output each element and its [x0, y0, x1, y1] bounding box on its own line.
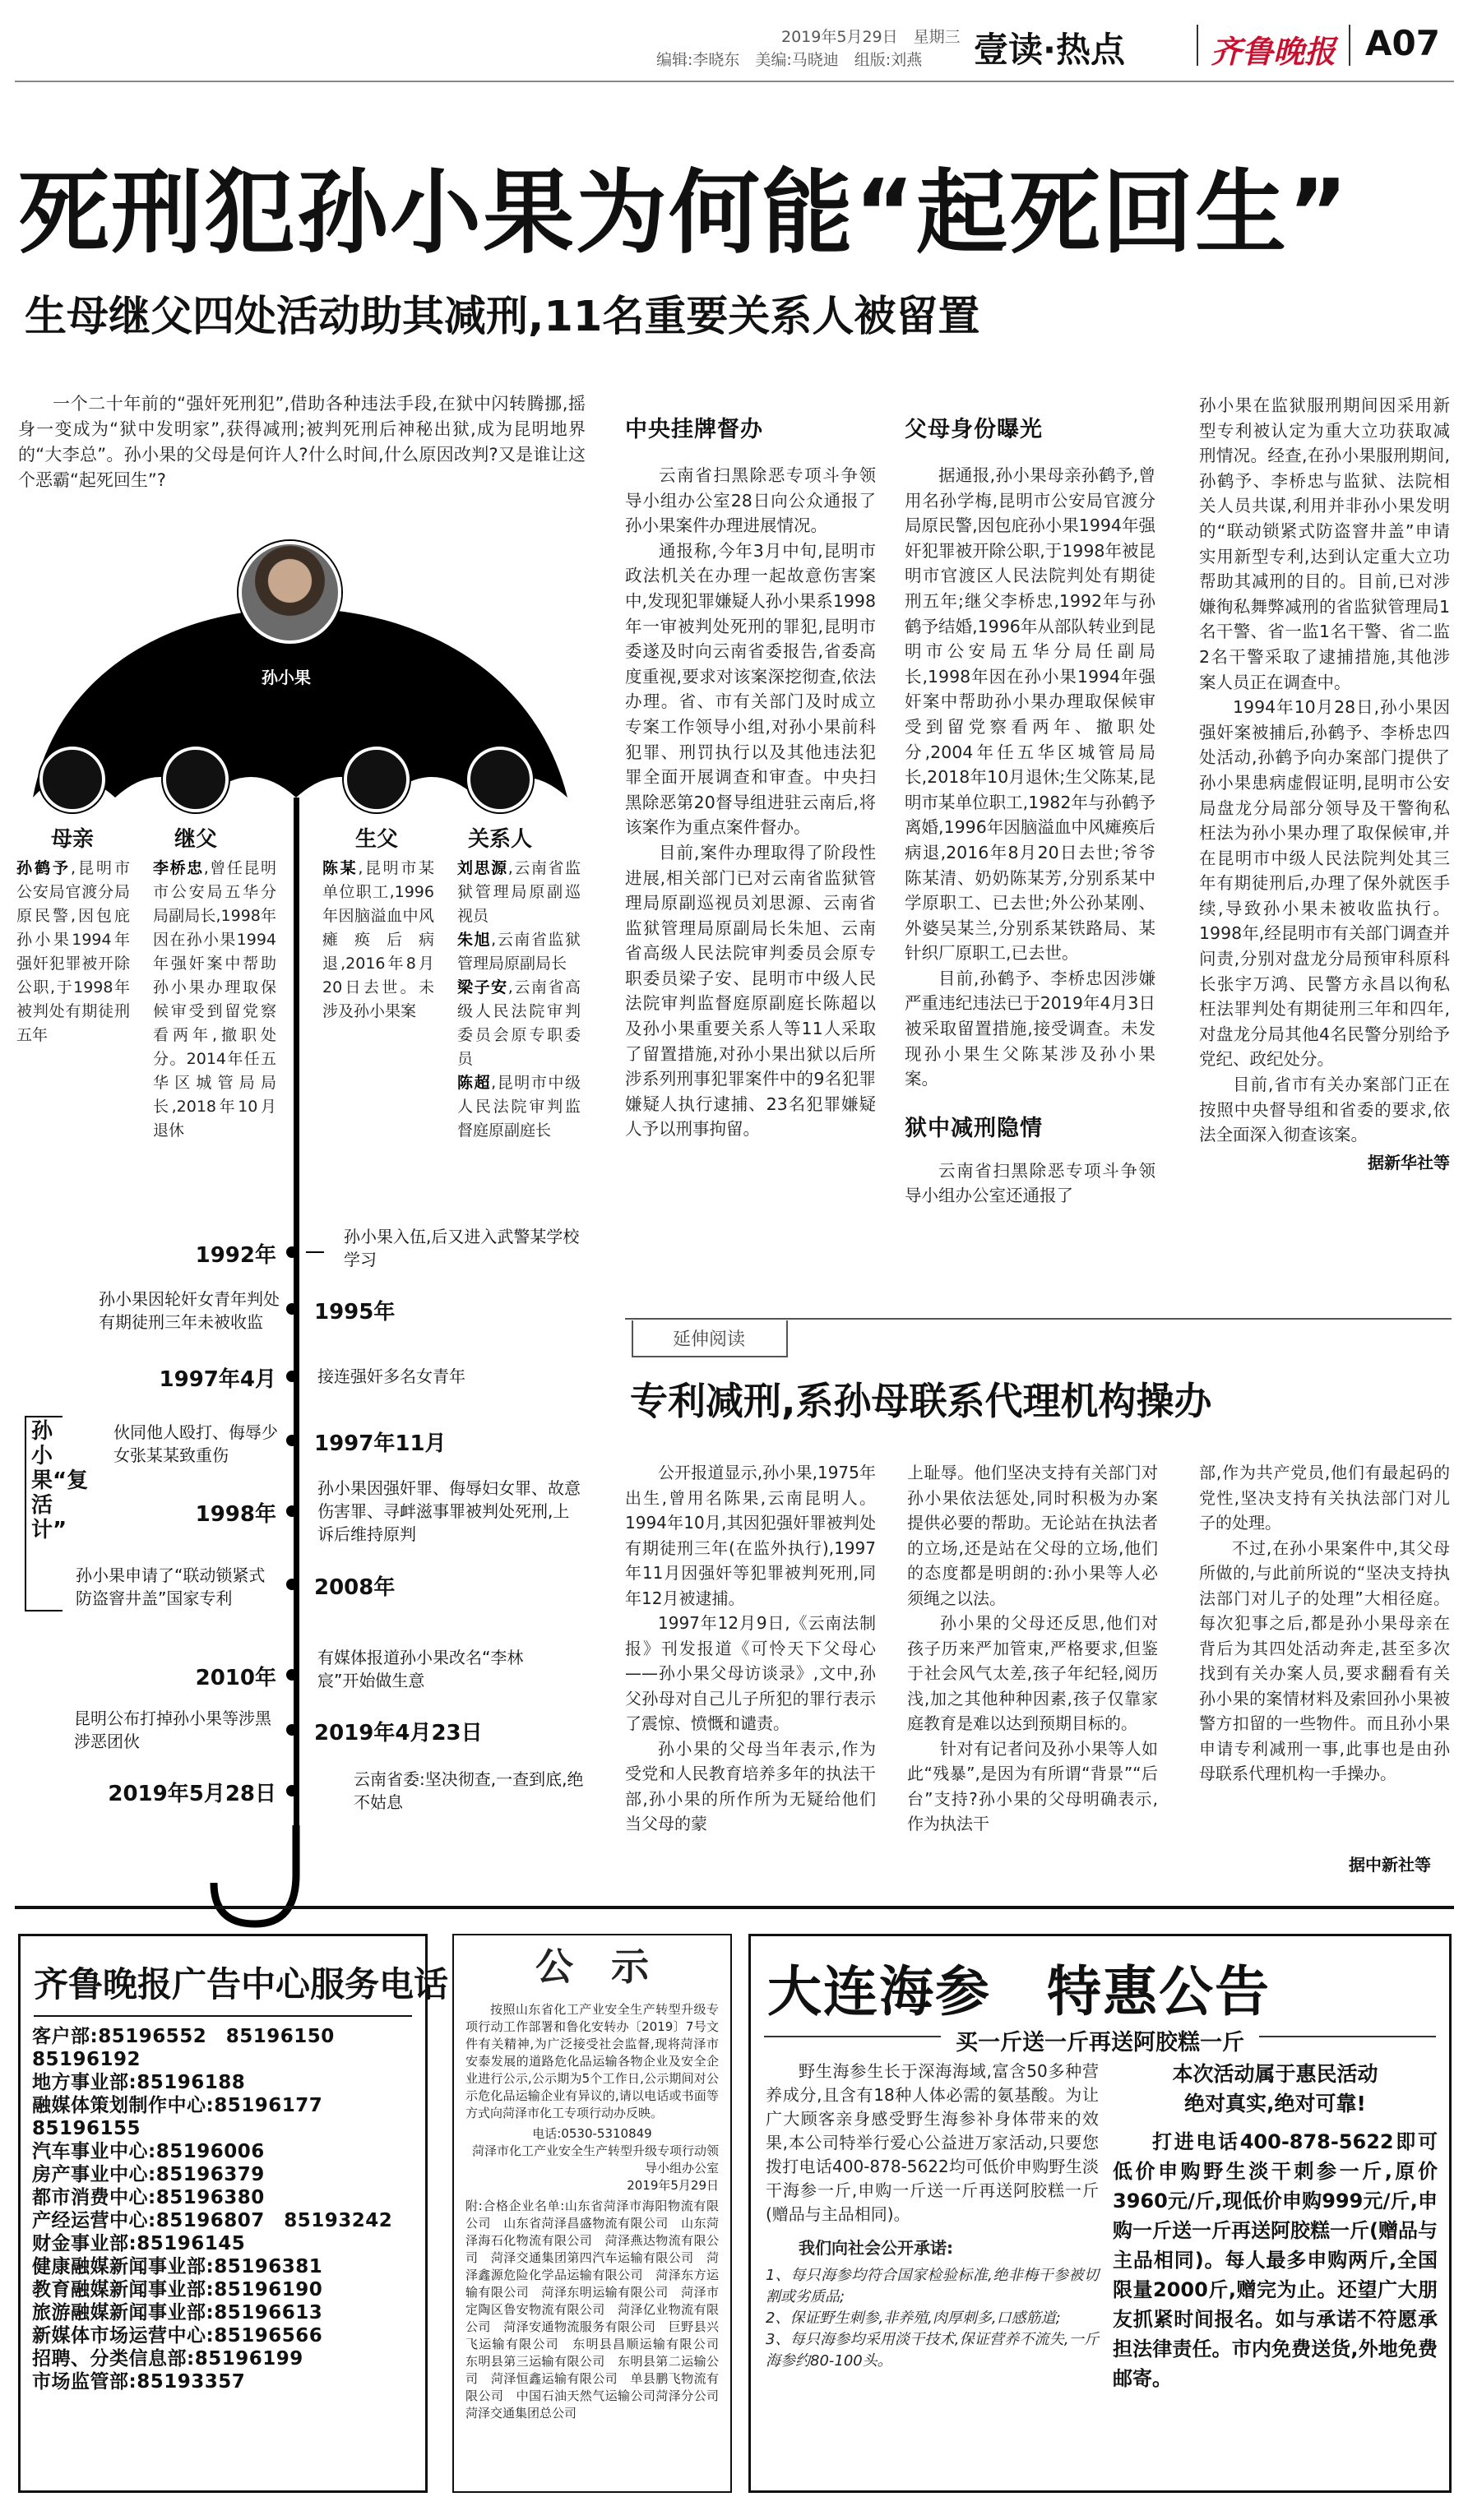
col1-body: 云南省扫黑除恶专项斗争领导小组办公室28日向公众通报了孙小果案件办理进展情况。 通报称,今年3月中旬,昆明市政法机关在办理一起故意伤害案中,发现犯罪嫌疑人孙小果系1998年一审被判处死刑的罪犯,昆明市委遂及时向云南省委报告,省委高度重视,要求对该案深挖彻查,依法办理。省、市有关部门及时成立专案工作领导小组,对孙小果前科犯罪、刑罚执行以及其他违法犯罪全面开展调查和审查。中央扫黑除恶第20督导组进驻云南后,将该案作为重点案件督办。 目前,案件办理取得了阶段性进展,相关部门已对云南省监狱管理局原副巡视员刘思源、云南省监狱管理局原副局长朱旭、云南省高级人民法院审判委员会原专职委员梁子安、昆明市中级人民法院审判监督庭原副庭长陈超以及孙小果重要关系人等11人采取了留置措施,对孙小果出狱以后所涉系列刑事犯罪案件中的9名犯罪嫌疑人执行逮捕、23名犯罪嫌疑人予以刑事拘留。 [625, 465, 876, 1140]
timeline-year: 1997年4月 [159, 1367, 276, 1392]
label-stepfather: 继父 [174, 827, 217, 852]
ext-source: 据中新社等 [1349, 1855, 1431, 1875]
timeline-event: 孙小果因强奸罪、侮辱妇女罪、故意伤害罪、寻衅滋事罪被判处死刑,上诉后维持原判 [317, 1478, 581, 1544]
timeline-dot [286, 1669, 298, 1681]
page-number: A07 [1365, 23, 1440, 63]
timeline-event: 伙同他人殴打、侮辱少女张某某致重伤 [113, 1422, 278, 1465]
ad-sc-right: 本次活动属于惠民活动 绝对真实,绝对可靠! 打进电话400-878-5622即可低价申购野生淡干刺参一斤,原价3960元/斤,现低价申购999元/斤,申购一斤送一斤再送阿胶糕一斤(赠品与主品相同)。每人最多申购两斤,全国限量2000斤,赠完为止。还望广大朋友抓紧时间报名。如与承诺不符愿承担法律责任。市内免费送货,外地免费邮寄。 [1113, 2062, 1438, 2390]
timeline-year: 1992年 [195, 1243, 276, 1268]
extended-title: 专利减刑,系孙母联系代理机构操办 [630, 1379, 1212, 1423]
stepfather-desc: 李桥忠,曾任昆明市公安局五华分局副局长,1998年因在孙小果1994年强奸案中帮助孙小果办理取保候审受到留党察看两年,撤职处分。2014年任五华区城管局局长,2018年10月退休 [153, 859, 276, 1140]
timeline-year: 2019年4月23日 [314, 1721, 483, 1746]
timeline-year: 1997年11月 [314, 1431, 447, 1456]
ext-col2: 上耻辱。他们坚决支持有关部门对孙小果依法惩处,同时积极为办案提供必要的帮助。无论站在执法者的立场,还是站在父母的立场,他们的态度都是明朗的:孙小果等人必须绳之以法。 孙小果的父母还反思,他们对孩子历来严加管束,严格要求,但鉴于社会风气太差,孩子年纪轻,阅历浅,加之其他种种因素,孩子仅靠家庭教育是难以达到预期目标的。 针对有记者问及孙小果等人如此“残暴”,是因为有所谓“背景”“后台”支持?孙小果的父母明确表示,作为执法干 [907, 1463, 1158, 1833]
header-divider-2 [1349, 25, 1350, 66]
notice-org: 菏泽市化工产业安全生产转型升级专项行动领导小组办公室 [471, 2143, 719, 2176]
timeline-event: 接连强奸多名女青年 [317, 1366, 465, 1386]
col1 [625, 411, 876, 1142]
col2-heading: 父母身份曝光 [905, 417, 1043, 442]
timeline-event: 孙小果因轮奸女青年判处有期徒刑三年未被收监 [99, 1289, 280, 1332]
father-desc: 陈某,昆明市某单位职工,1996年因脑溢血中风瘫痪后病退,2016年8月20日去世。未涉及孙小果案 [322, 859, 434, 1020]
father-avatar [344, 747, 410, 812]
notice-title: 公 示 [535, 1944, 649, 1989]
brand-logo: 齐鲁晚报 [1211, 33, 1336, 70]
header-date: 2019年5月29日 星期三 [781, 28, 961, 46]
timeline-year: 1998年 [195, 1502, 276, 1527]
extended-rule [625, 1318, 1452, 1320]
timeline-side-bracket [25, 1416, 89, 1611]
timeline-tick [306, 1251, 324, 1253]
ad-seacucumber-box [748, 1934, 1452, 2493]
timeline-dot [286, 1435, 298, 1446]
timeline-dot [286, 1303, 298, 1315]
timeline-event: 云南省委:坚决彻查,一查到底,绝不姑息 [354, 1769, 584, 1812]
relations-desc: 刘思源,云南省监狱管理局原副巡视员 朱旭,云南省监狱管理局原副局长 梁子安,云南省高级人民法院审判委员会原专职委员 陈超,昆明市中级人民法院审判监督庭原副庭长 [457, 859, 581, 1140]
ads-top-rule [15, 1906, 1454, 1909]
ad-sc-left: 野生海参生长于深海海域,富含50多种营养成分,且含有18种人体必需的氨基酸。为让广大顾客亲身感受野生海参补身体带来的效果,本公司特举行爱心公益进万家活动,只要您拨打电话400-878-5622均可低价申购野生淡干海参一斤,申购一斤送一斤再送阿胶糕一斤(赠品与主品相同)。 我们向社会公开承诺: 1、每只海参均符合国家检验标准,绝非梅干参被切割或劣质品; 2、保证野生刺参,非养殖,肉厚刺多,口感筋道; 3、每只海参均采用淡干技术,保证营养不流失,一斤海参约80-100头。 [766, 2061, 1099, 2370]
ext-col1: 公开报道显示,孙小果,1975年出生,曾用名陈果,云南昆明人。1994年10月,其因犯强奸罪被判处有期徒刑三年(在监外执行),1997年11月因强奸等犯罪被判死刑,同年12月被逮捕。 1997年12月9日,《云南法制报》刊发报道《可怜天下父母心——孙小果父母访谈录》,文中,孙父孙母对自己儿子所犯的罪行表示了震惊、愤慨和谴责。 孙小果的父母当年表示,作为受党和人民教育培养多年的执法干部,孙小果的所作所为无疑给他们当父母的蒙 [625, 1463, 876, 1833]
notice-contact: 电话:0530-5310849 [532, 2126, 652, 2141]
timeline-year: 2019年5月28日 [108, 1782, 276, 1806]
relations-avatar [467, 747, 533, 812]
timeline-event: 昆明公布打掉孙小果等涉黑涉恶团伙 [74, 1709, 271, 1751]
header-divider [1197, 25, 1198, 66]
timeline-year: 2008年 [314, 1575, 396, 1600]
label-father: 生父 [354, 827, 398, 852]
timeline-dot [286, 1785, 298, 1796]
timeline-dot [286, 1724, 298, 1736]
timeline-year: 2010年 [195, 1666, 276, 1690]
timeline-event: 有媒体报道孙小果改名“李林宸”开始做生意 [317, 1648, 524, 1690]
article-title: 死刑犯孙小果为何能“起死回生” [18, 160, 1350, 266]
timeline-year: 1995年 [314, 1300, 396, 1325]
col3 [1199, 393, 1450, 1173]
notice-body: 按照山东省化工产业安全生产转型升级专项行动工作部署和鲁化安转办〔2019〕7号文件有关精神,为广泛接受社会监督,现将菏泽市安泰发展的道路危化品运输各物企业及安全企业进行公示,公示期为5个工作日,公示期间对公示危化品运输企业有异议的,请以电话或书面等方式向菏泽市化工专项行动办反映。 [465, 2002, 719, 2120]
name-tag: 孙小果 [262, 668, 311, 687]
stepfather-avatar [163, 747, 229, 812]
ad-phone-box [18, 1934, 449, 2493]
mother-avatar [39, 747, 105, 812]
col2-body: 据通报,孙小果母亲孙鹤予,曾用名孙学梅,昆明市公安局官渡分局原民警,因包庇孙小果1994年强奸犯罪被开除公职,于1998年被昆明市官渡区人民法院判处有期徒刑五年;继父李桥忠,1992年与孙鹤予结婚,1996年从部队转业到昆明市公安局五华分局任副局长,1998年因在孙小果1994年强奸案中帮助孙小果办理取保候审受到留党察看两年、撤职处分,2004年任五华区城管局局长,2018年10月退休;生父陈某,昆明市某单位职工,1982年与孙鹤予离婚,1996年因脑溢血中风瘫痪后病退,2016年8月20日去世;爷爷陈某清、奶奶陈某芳,分别系某中学原职工、已去世;外公孙某刚、外婆吴某兰,分别系某铁路局、某针织厂原职工,已去世。 目前,孙鹤予、李桥忠因涉嫌严重违纪违法已于2019年4月3日被采取留置措施,接受调查。未发现孙小果生父陈某涉及孙小果案。 [905, 465, 1155, 1089]
col3-body: 孙小果在监狱服刑期间因采用新型专利被认定为重大立功获取减刑情况。经查,在孙小果服刑期间,孙鹤予、李桥忠与监狱、法院相关人员共谋,利用并非孙小果发明的“联动锁紧式防盗窨井盖”申请实用新型专利,达到认定重大立功帮助其减刑的目的。目前,已对涉嫌徇私舞弊减刑的省监狱管理局1名干警、省一监1名干警、省二监2名干警采取了逮捕措施,其他涉案人员正在调查中。 1994年10月28日,孙小果因强奸案被捕后,孙鹤予、李桥忠四处活动,孙鹤予向办案部门提供了孙小果患病虚假证明,昆明市公安局盘龙分局部分领导及干警徇私枉法为孙小果办理了取保候审,并在昆明市中级人民法院判处其三年有期徒刑后,办理了保外就医手续,导致孙小果未被收监执行。1998年,经昆明市有关部门调查并问责,分别对盘龙分局预审科原科长张宇万鸿、民警方永昌以徇私枉法罪判处有期徒刑三年和四年,对盘龙分局其他4名民警分别给予党纪、政纪处分。 目前,省市有关办案部门正在按照中央督导组和省委的要求,依法全面深入彻查该案。 [1199, 395, 1450, 1145]
ext-col3: 部,作为共产党员,他们有最起码的党性,坚决支持有关执法部门对儿子的处理。 不过,在孙小果案件中,其父母所做的,与此前所说的“坚决支持执法部门对儿子的处理”大相径庭。每次犯事之后,都是孙小果母亲在背后为其四处活动奔走,甚至多次找到有关办案人员,要求翻看有关孙小果的案情材料及索回孙小果被警方扣留的一些物件。而且孙小果申请专利减刑一事,此事也是由孙母联系代理机构一手操办。 [1199, 1463, 1450, 1783]
timeline-event: 孙小果入伍,后又进入武警某学校学习 [344, 1227, 580, 1269]
timeline-side-title: 孙小果“复活计” [31, 1419, 89, 1542]
label-relations: 关系人 [467, 827, 532, 852]
extended-tag: 延伸阅读 [632, 1320, 788, 1357]
header-rule [15, 81, 1454, 82]
timeline-dot [286, 1579, 298, 1590]
label-mother: 母亲 [50, 827, 94, 852]
ad-sc-title: 大连海参 特惠公告 [767, 1960, 1271, 2023]
col3-source: 据新华社等 [1368, 1152, 1450, 1172]
notice-box [452, 1934, 732, 2493]
ad-phone-list: 客户部:85196552 85196150 85196192 地方事业部:85196188 融媒体策划制作中心:85196177 85196155 汽车事业中心:85196006 房产事业中心:85196379 都市消费中心:85196380 产经运营中心:85196807 85193242 财金事业部:85196145 健康融媒新闻事业部:85196381 教育融媒新闻事业部:85196190 旅游融媒新闻事业部:85196613 新媒体市场运营中心:85196566 招聘、分类信息部:85196199 市场监管部:85193357 [32, 2026, 393, 2393]
timeline-dot [286, 1246, 298, 1258]
photo-avatar [238, 541, 341, 644]
timeline-event: 孙小果申请了“联动锁紧式防盗窨井盖”国家专利 [76, 1565, 266, 1608]
section-title: 壹读·热点 [974, 30, 1125, 70]
timeline-dot [286, 1371, 298, 1382]
col2-heading-2: 狱中减刑隐情 [905, 1115, 1043, 1141]
mother-desc: 孙鹤予,昆明市公安局官渡分局原民警,因包庇孙小果1994年强奸犯罪被开除公职,于1998年被判处有期徒刑五年 [16, 859, 130, 1044]
ad-phone-title: 齐鲁晚报广告中心服务电话 [34, 1946, 412, 2017]
col1-heading: 中央挂牌督办 [625, 417, 763, 442]
article-lead: 一个二十年前的“强奸死刑犯”,借助各种违法手段,在狱中闪转腾挪,摇身一变成为“狱中发明家”,获得减刑;被判死刑后神秘出狱,成为昆明地界的“大李总”。孙小果的父母是何许人?什么时间,什么原因改判?又是谁让这个恶霸“起死回生”? [18, 394, 586, 490]
header-editors: 编辑:李晓东 美编:马晓迪 组版:刘燕 [656, 51, 923, 69]
col2-body-2: 云南省扫黑除恶专项斗争领导小组办公室还通报了 [905, 1160, 1155, 1206]
col2 [905, 411, 1155, 1209]
notice-list: 附:合格企业名单:山东省菏泽市海阳物流有限公司 山东省菏泽昌盛物流有限公司 山东菏泽海石化物流有限公司 菏泽燕达物流有限公司 菏泽交通集团第四汽车运输有限公司 菏泽鑫源危险化学品运输有限公司 菏泽东方运输有限公司 菏泽东明运输有限公司 菏泽市定陶区鲁安物流有限公司 菏泽亿业物流有限公司 菏泽安通物流服务有限公司 巨野县兴飞运输有限公司 东明县昌顺运输有限公司 东明县第三运输有限公司 东明县第二运输公司 菏泽恒鑫运输有限公司 单县鹏飞物流有限公司 中国石油天然气运输公司菏泽分公司 菏泽交通集团总公司 [465, 2199, 732, 2421]
article-subtitle: 生母继父四处活动助其减刑,11名重要关系人被留置 [25, 293, 980, 341]
ad-sc-subtitle: 买一斤送一斤再送阿胶糕一斤 [764, 2036, 1436, 2064]
notice-date: 2019年5月29日 [627, 2178, 719, 2193]
timeline-dot [286, 1505, 298, 1517]
